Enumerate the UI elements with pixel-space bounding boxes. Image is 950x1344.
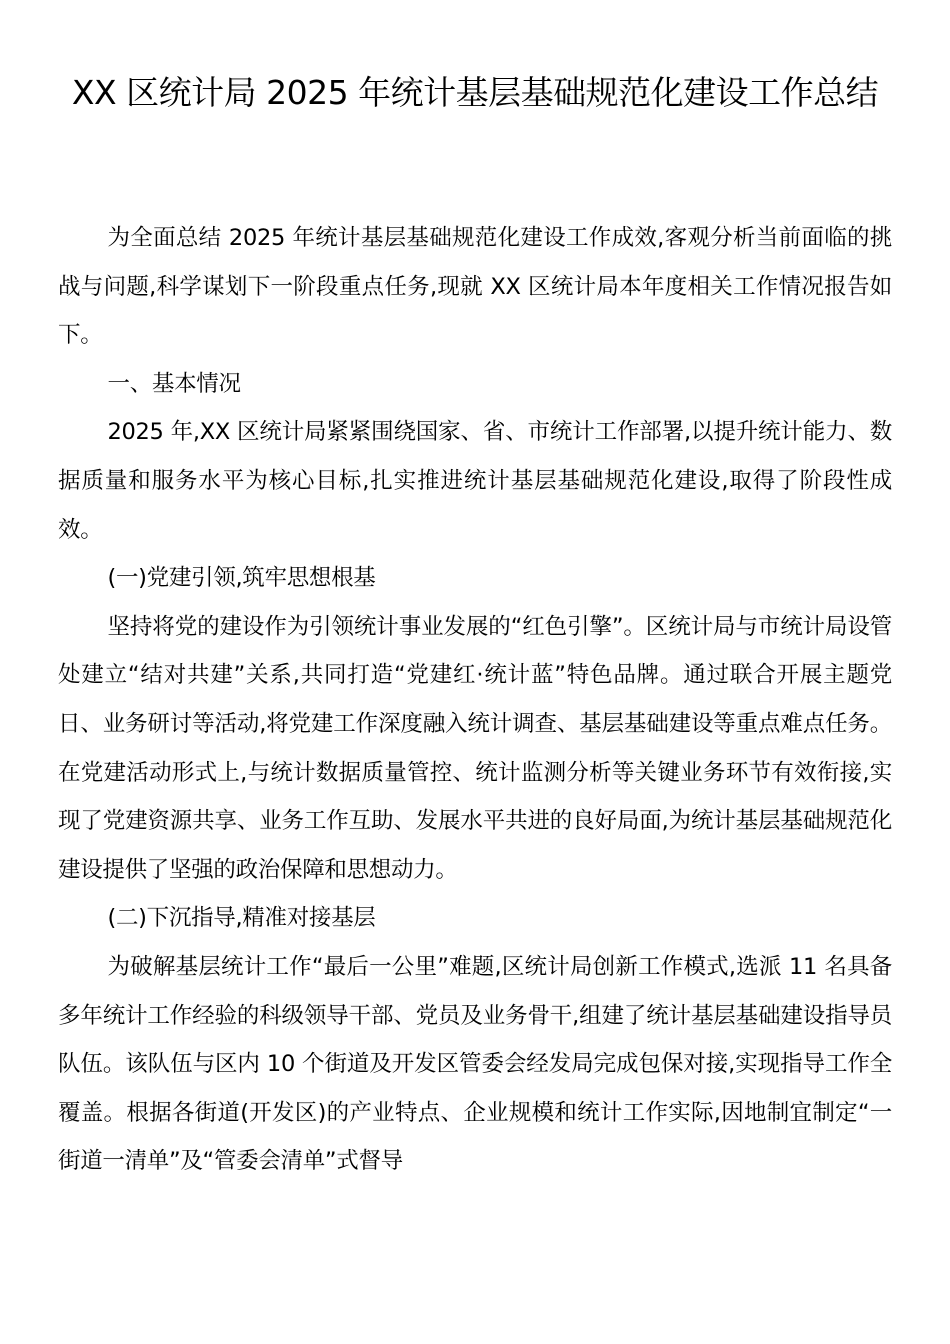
section-heading-basic-situation: 一、基本情况 <box>107 370 241 397</box>
party-building-paragraph: 坚持将党的建设作为引领统计事业发展的“红色引擎”。区统计局与市统计局设管处建立“结对共建”关系,共同打造“党建红·统计蓝”特色品牌。通过联合开展主题党日、业务研讨等活动,将党建工作深度融入统计调查、基层基础建设等重点难点任务。在党建活动形式上,与统计数据质量管控、统计监测分析等关键业务环节有效衔接,实现了党建资源共享、业务工作互助、发展水平共进的良好局面,为统计基层基础规范化建设提供了坚强的政治保障和思想动力。 <box>58 613 892 883</box>
document-body <box>58 214 892 1186</box>
basic-situation-paragraph: 2025 年,XX 区统计局紧紧围绕国家、省、市统计工作部署,以提升统计能力、数据质量和服务水平为核心目标,扎实推进统计基层基础规范化建设,取得了阶段性成效。 <box>58 419 892 543</box>
subsection-heading-grassroots-guidance: (二)下沉指导,精准对接基层 <box>107 905 376 932</box>
intro-paragraph: 为全面总结 2025 年统计基层基础规范化建设工作成效,客观分析当前面临的挑战与问题,科学谋划下一阶段重点任务,现就 XX 区统计局本年度相关工作情况报告如下。 <box>58 225 892 349</box>
subsection-heading-party-building: (一)党建引领,筑牢思想根基 <box>107 565 376 592</box>
grassroots-guidance-paragraph: 为破解基层统计工作“最后一公里”难题,区统计局创新工作模式,选派 11 名具备多年统计工作经验的科级领导干部、党员及业务骨干,组建了统计基层基础建设指导员队伍。该队伍与区内 10 个街道及开发区管委会经发局完成包保对接,实现指导工作全覆盖。根据各街道(开发区)的产业特点、企业规模和统计工作实际,因地制宜制定“一街道一清单”及“管委会清单”式督导 <box>58 953 892 1175</box>
document-title: XX 区统计局 2025 年统计基层基础规范化建设工作总结 <box>71 73 879 112</box>
